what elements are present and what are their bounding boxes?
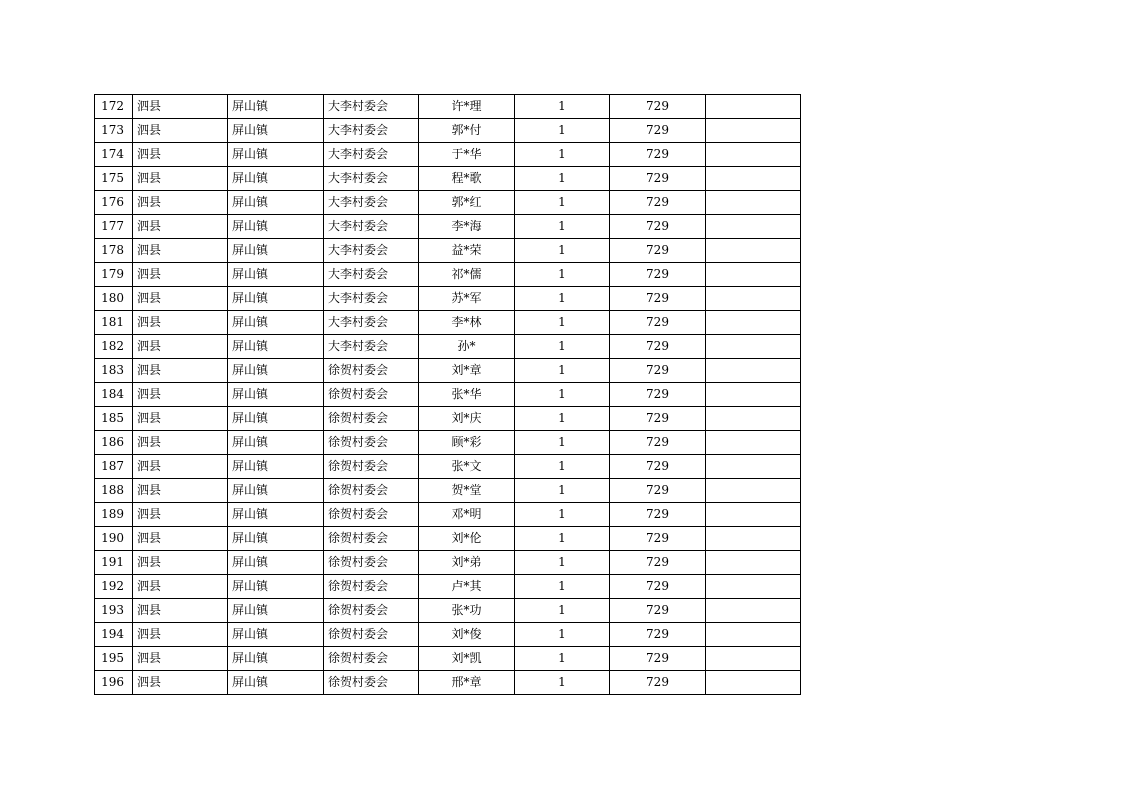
remark-cell xyxy=(706,359,801,383)
village-committee-cell: 大李村委会 xyxy=(324,191,419,215)
town-cell: 屏山镇 xyxy=(228,143,324,167)
county-cell: 泗县 xyxy=(133,119,228,143)
table-row xyxy=(95,359,801,383)
town-cell: 屏山镇 xyxy=(228,431,324,455)
roster-body xyxy=(95,95,801,695)
village-committee-cell: 大李村委会 xyxy=(324,239,419,263)
town-cell: 屏山镇 xyxy=(228,383,324,407)
row-number: 191 xyxy=(95,551,133,575)
row-number: 188 xyxy=(95,479,133,503)
table-row xyxy=(95,383,801,407)
person-name-cell: 刘*伦 xyxy=(419,527,515,551)
county-cell: 泗县 xyxy=(133,335,228,359)
household-count-cell: 1 xyxy=(515,191,610,215)
table-row xyxy=(95,551,801,575)
county-cell: 泗县 xyxy=(133,359,228,383)
county-cell: 泗县 xyxy=(133,383,228,407)
town-cell: 屏山镇 xyxy=(228,191,324,215)
county-cell: 泗县 xyxy=(133,455,228,479)
village-committee-cell: 徐贺村委会 xyxy=(324,623,419,647)
county-cell: 泗县 xyxy=(133,647,228,671)
amount-cell: 729 xyxy=(610,263,706,287)
village-committee-cell: 徐贺村委会 xyxy=(324,599,419,623)
table-row xyxy=(95,479,801,503)
county-cell: 泗县 xyxy=(133,95,228,119)
table-row xyxy=(95,239,801,263)
county-cell: 泗县 xyxy=(133,287,228,311)
household-count-cell: 1 xyxy=(515,359,610,383)
person-name-cell: 孙* xyxy=(419,335,515,359)
village-committee-cell: 徐贺村委会 xyxy=(324,575,419,599)
household-count-cell: 1 xyxy=(515,143,610,167)
county-cell: 泗县 xyxy=(133,575,228,599)
village-committee-cell: 大李村委会 xyxy=(324,119,419,143)
county-cell: 泗县 xyxy=(133,599,228,623)
town-cell: 屏山镇 xyxy=(228,359,324,383)
village-committee-cell: 大李村委会 xyxy=(324,311,419,335)
county-cell: 泗县 xyxy=(133,431,228,455)
table-row xyxy=(95,215,801,239)
town-cell: 屏山镇 xyxy=(228,119,324,143)
household-count-cell: 1 xyxy=(515,551,610,575)
town-cell: 屏山镇 xyxy=(228,503,324,527)
amount-cell: 729 xyxy=(610,455,706,479)
amount-cell: 729 xyxy=(610,191,706,215)
remark-cell xyxy=(706,527,801,551)
household-count-cell: 1 xyxy=(515,215,610,239)
row-number: 175 xyxy=(95,167,133,191)
row-number: 193 xyxy=(95,599,133,623)
town-cell: 屏山镇 xyxy=(228,215,324,239)
row-number: 183 xyxy=(95,359,133,383)
household-count-cell: 1 xyxy=(515,167,610,191)
amount-cell: 729 xyxy=(610,671,706,695)
row-number: 173 xyxy=(95,119,133,143)
amount-cell: 729 xyxy=(610,551,706,575)
person-name-cell: 张*文 xyxy=(419,455,515,479)
town-cell: 屏山镇 xyxy=(228,599,324,623)
row-number: 174 xyxy=(95,143,133,167)
roster-table xyxy=(94,94,801,695)
household-count-cell: 1 xyxy=(515,599,610,623)
town-cell: 屏山镇 xyxy=(228,647,324,671)
village-committee-cell: 大李村委会 xyxy=(324,263,419,287)
remark-cell xyxy=(706,551,801,575)
table-row xyxy=(95,335,801,359)
county-cell: 泗县 xyxy=(133,551,228,575)
household-count-cell: 1 xyxy=(515,431,610,455)
town-cell: 屏山镇 xyxy=(228,407,324,431)
town-cell: 屏山镇 xyxy=(228,263,324,287)
county-cell: 泗县 xyxy=(133,263,228,287)
amount-cell: 729 xyxy=(610,527,706,551)
row-number: 176 xyxy=(95,191,133,215)
county-cell: 泗县 xyxy=(133,503,228,527)
household-count-cell: 1 xyxy=(515,479,610,503)
village-committee-cell: 徐贺村委会 xyxy=(324,503,419,527)
village-committee-cell: 徐贺村委会 xyxy=(324,647,419,671)
person-name-cell: 贺*堂 xyxy=(419,479,515,503)
table-row xyxy=(95,191,801,215)
person-name-cell: 刘*庆 xyxy=(419,407,515,431)
row-number: 185 xyxy=(95,407,133,431)
row-number: 180 xyxy=(95,287,133,311)
person-name-cell: 于*华 xyxy=(419,143,515,167)
town-cell: 屏山镇 xyxy=(228,311,324,335)
town-cell: 屏山镇 xyxy=(228,479,324,503)
household-count-cell: 1 xyxy=(515,263,610,287)
village-committee-cell: 大李村委会 xyxy=(324,143,419,167)
county-cell: 泗县 xyxy=(133,671,228,695)
amount-cell: 729 xyxy=(610,599,706,623)
row-number: 172 xyxy=(95,95,133,119)
person-name-cell: 苏*军 xyxy=(419,287,515,311)
household-count-cell: 1 xyxy=(515,647,610,671)
town-cell: 屏山镇 xyxy=(228,623,324,647)
remark-cell xyxy=(706,479,801,503)
remark-cell xyxy=(706,407,801,431)
town-cell: 屏山镇 xyxy=(228,95,324,119)
row-number: 182 xyxy=(95,335,133,359)
person-name-cell: 李*海 xyxy=(419,215,515,239)
amount-cell: 729 xyxy=(610,287,706,311)
table-row xyxy=(95,503,801,527)
remark-cell xyxy=(706,191,801,215)
remark-cell xyxy=(706,503,801,527)
village-committee-cell: 大李村委会 xyxy=(324,215,419,239)
amount-cell: 729 xyxy=(610,479,706,503)
table-row xyxy=(95,623,801,647)
amount-cell: 729 xyxy=(610,575,706,599)
row-number: 189 xyxy=(95,503,133,527)
row-number: 177 xyxy=(95,215,133,239)
village-committee-cell: 徐贺村委会 xyxy=(324,671,419,695)
person-name-cell: 许*理 xyxy=(419,95,515,119)
person-name-cell: 郭*付 xyxy=(419,119,515,143)
row-number: 184 xyxy=(95,383,133,407)
county-cell: 泗县 xyxy=(133,407,228,431)
table-row xyxy=(95,407,801,431)
remark-cell xyxy=(706,671,801,695)
row-number: 181 xyxy=(95,311,133,335)
amount-cell: 729 xyxy=(610,119,706,143)
remark-cell xyxy=(706,143,801,167)
person-name-cell: 顾*彩 xyxy=(419,431,515,455)
town-cell: 屏山镇 xyxy=(228,455,324,479)
row-number: 179 xyxy=(95,263,133,287)
table-row xyxy=(95,287,801,311)
remark-cell xyxy=(706,95,801,119)
amount-cell: 729 xyxy=(610,503,706,527)
amount-cell: 729 xyxy=(610,239,706,263)
household-count-cell: 1 xyxy=(515,503,610,527)
remark-cell xyxy=(706,215,801,239)
row-number: 178 xyxy=(95,239,133,263)
remark-cell xyxy=(706,263,801,287)
remark-cell xyxy=(706,287,801,311)
table-row xyxy=(95,671,801,695)
village-committee-cell: 徐贺村委会 xyxy=(324,431,419,455)
village-committee-cell: 大李村委会 xyxy=(324,335,419,359)
amount-cell: 729 xyxy=(610,215,706,239)
village-committee-cell: 徐贺村委会 xyxy=(324,551,419,575)
county-cell: 泗县 xyxy=(133,527,228,551)
remark-cell xyxy=(706,599,801,623)
table-row xyxy=(95,95,801,119)
household-count-cell: 1 xyxy=(515,455,610,479)
remark-cell xyxy=(706,623,801,647)
remark-cell xyxy=(706,575,801,599)
table-row xyxy=(95,647,801,671)
row-number: 187 xyxy=(95,455,133,479)
amount-cell: 729 xyxy=(610,143,706,167)
person-name-cell: 刘*俊 xyxy=(419,623,515,647)
amount-cell: 729 xyxy=(610,623,706,647)
county-cell: 泗县 xyxy=(133,239,228,263)
amount-cell: 729 xyxy=(610,407,706,431)
household-count-cell: 1 xyxy=(515,95,610,119)
county-cell: 泗县 xyxy=(133,215,228,239)
person-name-cell: 祁*儒 xyxy=(419,263,515,287)
amount-cell: 729 xyxy=(610,95,706,119)
person-name-cell: 李*林 xyxy=(419,311,515,335)
household-count-cell: 1 xyxy=(515,407,610,431)
village-committee-cell: 徐贺村委会 xyxy=(324,479,419,503)
county-cell: 泗县 xyxy=(133,311,228,335)
household-count-cell: 1 xyxy=(515,671,610,695)
person-name-cell: 刘*弟 xyxy=(419,551,515,575)
person-name-cell: 邢*章 xyxy=(419,671,515,695)
town-cell: 屏山镇 xyxy=(228,335,324,359)
remark-cell xyxy=(706,239,801,263)
amount-cell: 729 xyxy=(610,335,706,359)
household-count-cell: 1 xyxy=(515,335,610,359)
town-cell: 屏山镇 xyxy=(228,575,324,599)
table-row xyxy=(95,167,801,191)
village-committee-cell: 大李村委会 xyxy=(324,95,419,119)
village-committee-cell: 大李村委会 xyxy=(324,167,419,191)
person-name-cell: 程*歌 xyxy=(419,167,515,191)
table-row xyxy=(95,263,801,287)
county-cell: 泗县 xyxy=(133,479,228,503)
household-count-cell: 1 xyxy=(515,119,610,143)
town-cell: 屏山镇 xyxy=(228,671,324,695)
table-row xyxy=(95,143,801,167)
remark-cell xyxy=(706,647,801,671)
person-name-cell: 郭*红 xyxy=(419,191,515,215)
household-count-cell: 1 xyxy=(515,383,610,407)
village-committee-cell: 大李村委会 xyxy=(324,287,419,311)
town-cell: 屏山镇 xyxy=(228,167,324,191)
village-committee-cell: 徐贺村委会 xyxy=(324,527,419,551)
row-number: 186 xyxy=(95,431,133,455)
household-count-cell: 1 xyxy=(515,239,610,263)
remark-cell xyxy=(706,311,801,335)
remark-cell xyxy=(706,455,801,479)
town-cell: 屏山镇 xyxy=(228,551,324,575)
table-row xyxy=(95,455,801,479)
table-row xyxy=(95,119,801,143)
household-count-cell: 1 xyxy=(515,311,610,335)
county-cell: 泗县 xyxy=(133,191,228,215)
amount-cell: 729 xyxy=(610,647,706,671)
remark-cell xyxy=(706,431,801,455)
row-number: 192 xyxy=(95,575,133,599)
household-count-cell: 1 xyxy=(515,623,610,647)
table-row xyxy=(95,575,801,599)
household-count-cell: 1 xyxy=(515,575,610,599)
row-number: 194 xyxy=(95,623,133,647)
person-name-cell: 刘*凯 xyxy=(419,647,515,671)
table-row xyxy=(95,311,801,335)
amount-cell: 729 xyxy=(610,431,706,455)
table-row xyxy=(95,431,801,455)
county-cell: 泗县 xyxy=(133,143,228,167)
person-name-cell: 益*荣 xyxy=(419,239,515,263)
roster-sheet xyxy=(94,94,801,695)
row-number: 190 xyxy=(95,527,133,551)
town-cell: 屏山镇 xyxy=(228,527,324,551)
person-name-cell: 卢*其 xyxy=(419,575,515,599)
village-committee-cell: 徐贺村委会 xyxy=(324,455,419,479)
person-name-cell: 张*功 xyxy=(419,599,515,623)
town-cell: 屏山镇 xyxy=(228,287,324,311)
person-name-cell: 刘*章 xyxy=(419,359,515,383)
village-committee-cell: 徐贺村委会 xyxy=(324,407,419,431)
village-committee-cell: 徐贺村委会 xyxy=(324,383,419,407)
town-cell: 屏山镇 xyxy=(228,239,324,263)
county-cell: 泗县 xyxy=(133,623,228,647)
row-number: 195 xyxy=(95,647,133,671)
remark-cell xyxy=(706,383,801,407)
person-name-cell: 邓*明 xyxy=(419,503,515,527)
remark-cell xyxy=(706,335,801,359)
table-row xyxy=(95,599,801,623)
amount-cell: 729 xyxy=(610,167,706,191)
household-count-cell: 1 xyxy=(515,527,610,551)
amount-cell: 729 xyxy=(610,383,706,407)
amount-cell: 729 xyxy=(610,311,706,335)
remark-cell xyxy=(706,167,801,191)
village-committee-cell: 徐贺村委会 xyxy=(324,359,419,383)
row-number: 196 xyxy=(95,671,133,695)
table-row xyxy=(95,527,801,551)
amount-cell: 729 xyxy=(610,359,706,383)
household-count-cell: 1 xyxy=(515,287,610,311)
person-name-cell: 张*华 xyxy=(419,383,515,407)
county-cell: 泗县 xyxy=(133,167,228,191)
remark-cell xyxy=(706,119,801,143)
